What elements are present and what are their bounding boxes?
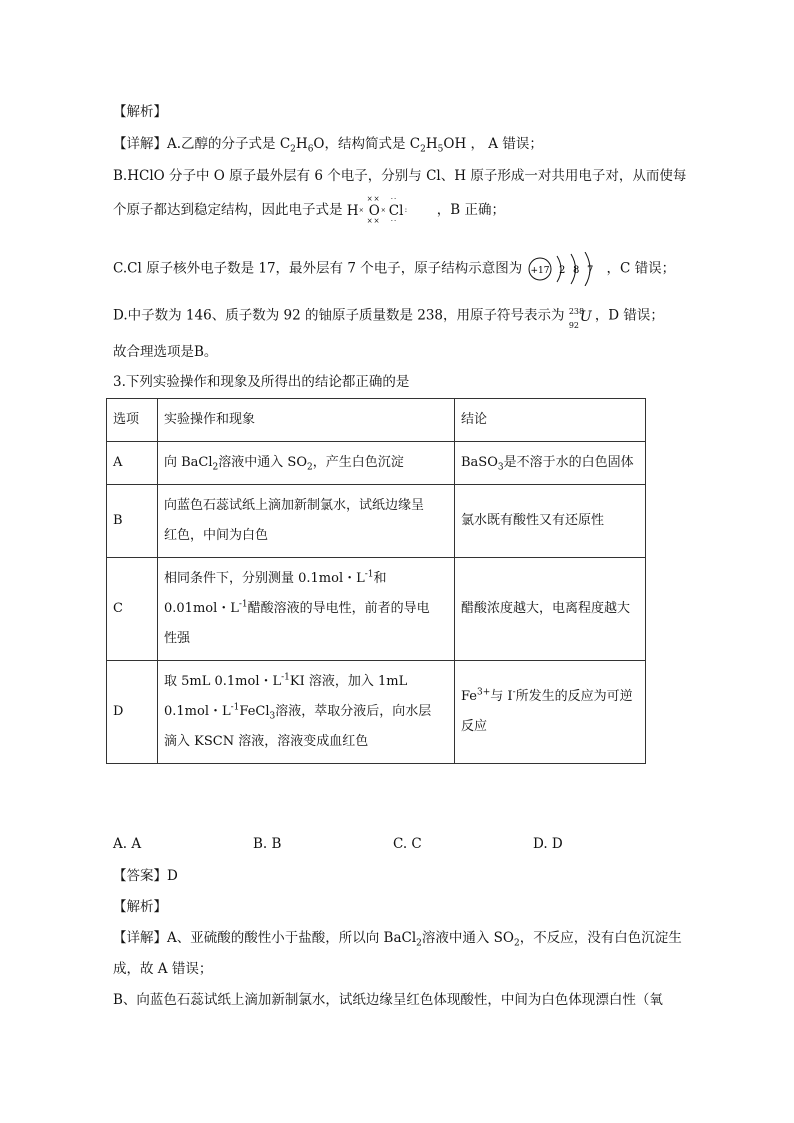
q3-answer-options [113, 836, 673, 852]
q3-question-title: 3.下列实验操作和现象及所得出的结论都正确的是 [113, 374, 410, 390]
header-operation: 实验操作和现象 [158, 399, 455, 442]
table-row [107, 485, 646, 558]
row-b-conclusion: 氯水既有酸性又有还原性 [455, 485, 646, 558]
option-c: C. C [393, 836, 422, 852]
q2-option-b-line1: B.HClO 分子中 O 原子最外层有 6 个电子，分别与 Cl、H 原子形成一对共用电子对，从而使每 [113, 168, 687, 184]
row-d-conclusion: $Fe^{3+}$与 I-所发生的反应为可逆 反应 [455, 661, 646, 764]
table-row [107, 558, 646, 661]
table-header-row [107, 399, 646, 442]
option-a: A. A [113, 836, 142, 852]
option-b: B. B [253, 836, 282, 852]
row-a-option: A [107, 442, 158, 485]
q2-option-b-line2: 个原子都达到稳定结构，因此电子式是 H × O ×× ×× × Cl ·· ·· : ，B 正确； [113, 194, 506, 225]
q3-options-table [106, 398, 646, 764]
uranium-isotope-symbol: 238 92 U [568, 307, 592, 330]
q2-option-a-explanation: 【详解】A.乙醇的分子式是 $C_2H_6O$，结构简式是 $C_2H_5OH$ ， A 错误； [113, 136, 543, 155]
q3-explanation-b-line1: B、向蓝色石蕊试纸上滴加新制氯水，试纸边缘呈红色体现酸性，中间为白色体现漂白性（氧 [113, 992, 663, 1008]
header-conclusion: 结论 [455, 399, 646, 442]
q2-option-d: D.中子数为 146、质子数为 92 的铀原子质量数是 238，用原子符号表示为 238 92 U ，D 错误； [113, 307, 664, 330]
row-d-option: D [107, 661, 158, 764]
table-row [107, 661, 646, 764]
row-a-conclusion: BaSO$_3$是不溶于水的白色固体 [455, 442, 646, 485]
q3-explanation-a-line1: 【详解】A、亚硫酸的酸性小于盐酸，所以向 BaCl$_2$溶液中通入 $SO_2$，不反应，没有白色沉淀生 [113, 930, 682, 949]
q3-explanation-a-line2: 成，故 A 错误； [113, 961, 213, 977]
hclo-electron-formula: H × O ×× ×× × Cl ·· ·· : [346, 194, 409, 225]
row-b-option: B [107, 485, 158, 558]
analysis-heading: 【解析】 [113, 104, 167, 120]
q2-option-c: C.Cl 原子核外电子数是 17，最外层有 7 个电子，原子结构示意图为 +17 2 8 7 ，C 错误； [113, 252, 675, 286]
shell-1-count: 2 [558, 265, 565, 276]
row-b-operation: 向蓝色石蕊试纸上滴加新制氯水，试纸边缘呈 红色，中间为白色 [158, 485, 455, 558]
chlorine-atom-structure-diagram [527, 252, 607, 286]
row-c-conclusion: 醋酸浓度越大，电离程度越大 [455, 558, 646, 661]
row-d-operation: 取 5mL 0.1mol・$L^{-1}KI$ 溶液，加入 1mL 0.1mol・$L^{-1}FeCl_3$溶液，萃取分液后，向水层 滴入 KSCN 溶液，溶液变成血红色 [158, 661, 455, 764]
row-c-option: C [107, 558, 158, 661]
table-row [107, 442, 646, 485]
row-a-operation: 向 BaCl$_2$溶液中通入 $SO_2$，产生白色沉淀 [158, 442, 455, 485]
row-c-operation: 相同条件下，分别测量 0.1mol・$L^{-1}$和 0.01mol・$L^{-1}$醋酸溶液的导电性，前者的导电 性强 [158, 558, 455, 661]
q3-answer: 【答案】D [113, 868, 178, 884]
option-d: D. D [533, 836, 563, 852]
q3-analysis-heading: 【解析】 [113, 899, 167, 915]
header-option: 选项 [107, 399, 158, 442]
q2-conclusion: 故合理选项是B。 [113, 344, 218, 360]
nucleus-charge: +17 [530, 266, 550, 276]
shell-2-count: 8 [572, 265, 579, 276]
shell-3-count: 7 [586, 265, 593, 276]
